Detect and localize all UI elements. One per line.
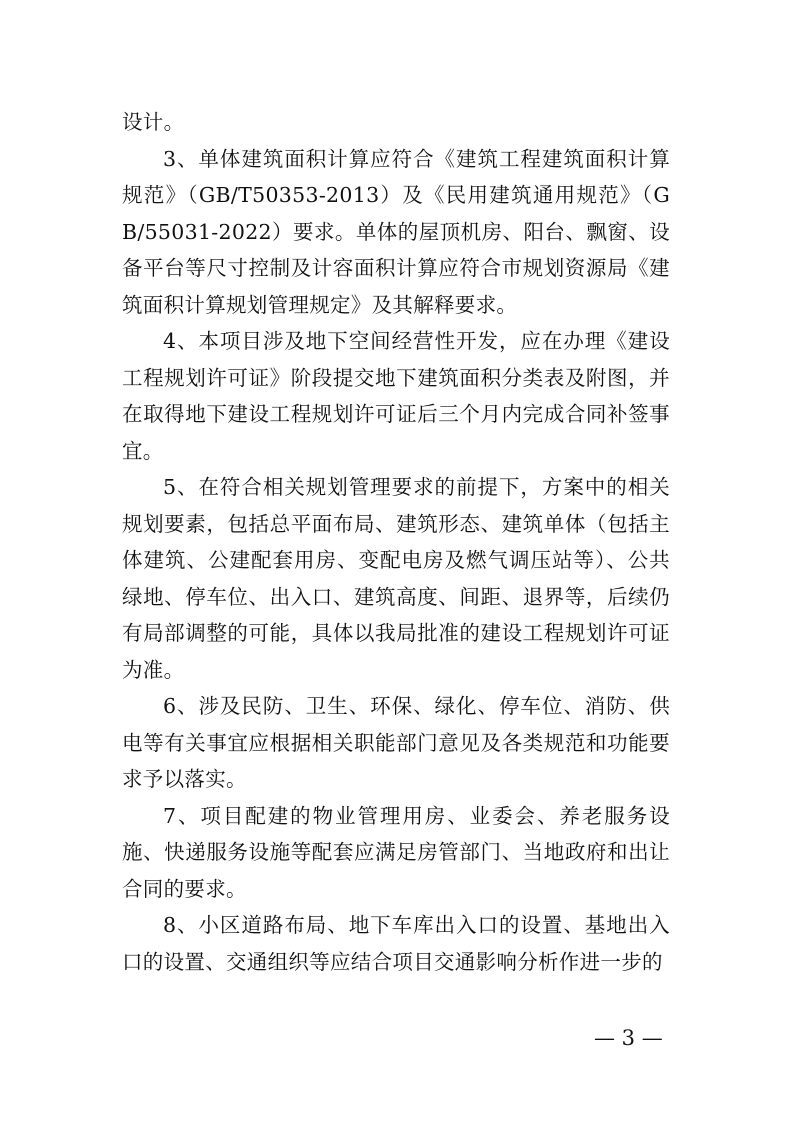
paragraph-item-8: 8、小区道路布局、地下车库出入口的设置、基地出入口的设置、交通组织等应结合项目交通影响分析作进一步的 (122, 913, 670, 974)
body-text (122, 104, 670, 980)
page-number: — 3 — (594, 1026, 663, 1050)
paragraph-item-7: 7、项目配建的物业管理用房、业委会、养老服务设施、快递服务设施等配套应满足房管部门、当地政府和出让合同的要求。 (122, 803, 670, 901)
paragraph-continued: 设计。 (122, 110, 185, 134)
paragraph-item-4: 4、本项目涉及地下空间经营性开发，应在办理《建设工程规划许可证》阶段提交地下建筑面积分类表及附图，并在取得地下建设工程规划许可证后三个月内完成合同补签事宜。 (122, 329, 670, 463)
paragraph-item-5: 5、在符合相关规划管理要求的前提下，方案中的相关规划要素，包括总平面布局、建筑形态、建筑单体（包括主体建筑、公建配套用房、变配电房及燃气调压站等）、公共绿地、停车位、出入口、建筑高度、间距、退界等，后续仍有局部调整的可能，具体以我局批准的建设工程规划许可证为准。 (122, 475, 670, 682)
paragraph-item-3: 3、单体建筑面积计算应符合《建筑工程建筑面积计算规范》（GB/T50353-2013）及《民用建筑通用规范》（GB/55031-2022）要求。单体的屋顶机房、阳台、飘窗、设备平台等尺寸控制及计容面积计算应符合市规划资源局《建筑面积计算规划管理规定》及其解释要求。 (122, 146, 670, 317)
paragraph-item-6: 6、涉及民防、卫生、环保、绿化、停车位、消防、供电等有关事宜应根据相关职能部门意见及各类规范和功能要求予以落实。 (122, 694, 670, 791)
